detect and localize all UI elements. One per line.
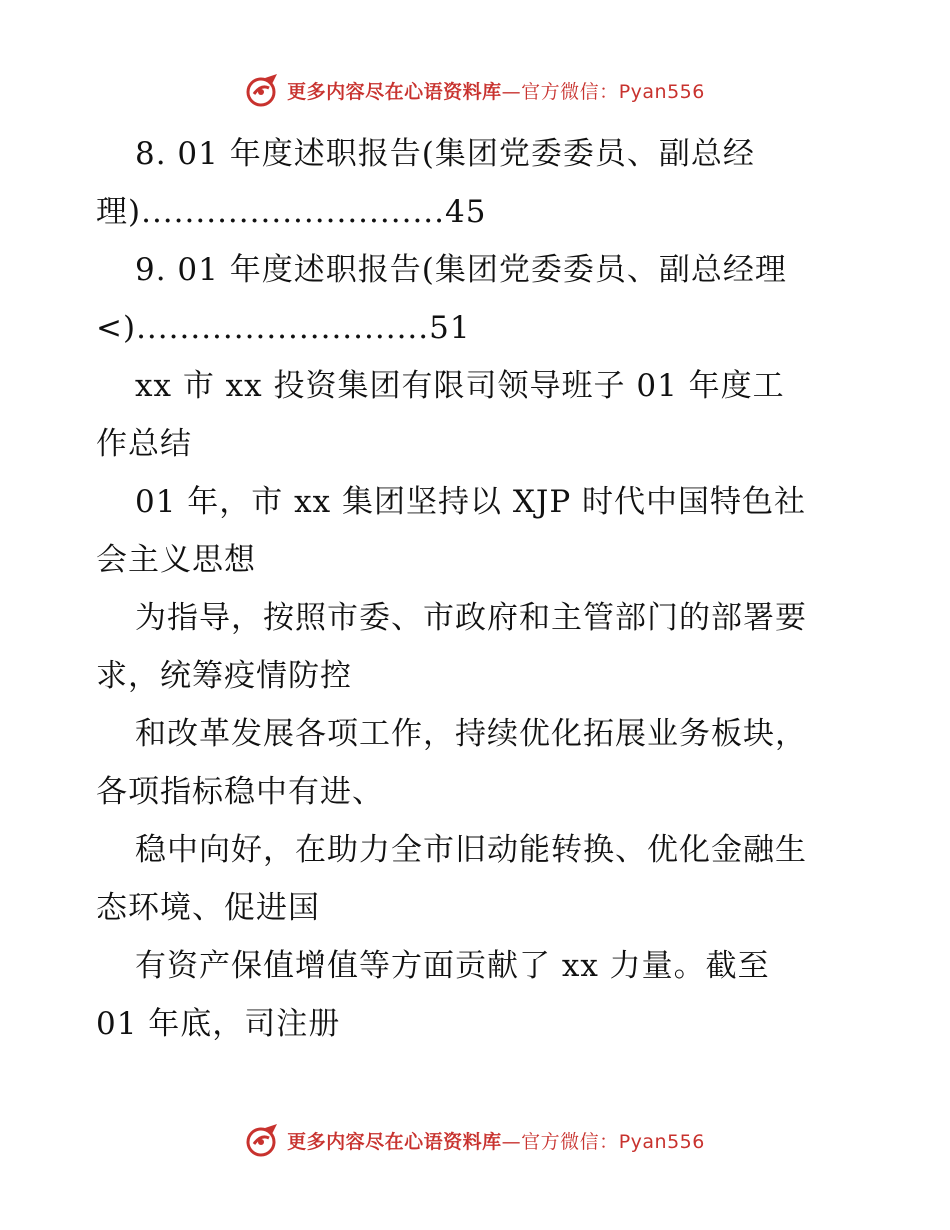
brand-logo-icon <box>245 1122 281 1158</box>
text-line: 态环境、促进国 <box>96 890 320 926</box>
text-line: 理)............................45 <box>96 194 487 230</box>
text-line: 01 年底，司注册 <box>96 1006 341 1042</box>
watermark-separator: — <box>501 80 522 103</box>
watermark-text <box>287 1127 705 1154</box>
document-body <box>96 125 866 1053</box>
header-watermark <box>0 70 950 110</box>
watermark-wechat-label: 官方微信： <box>521 80 619 103</box>
text-line: 作总结 <box>96 426 192 462</box>
watermark-separator: — <box>501 1130 522 1153</box>
watermark-main: 更多内容尽在心语资料库 <box>287 1130 502 1153</box>
text-line: 和改革发展各项工作，持续优化拓展业务板块， <box>135 716 807 752</box>
footer-watermark <box>0 1120 950 1160</box>
text-line: 会主义思想 <box>96 542 256 578</box>
text-line: 为指导，按照市委、市政府和主管部门的部署要 <box>135 600 807 636</box>
text-line: xx 市 xx 投资集团有限司领导班子 01 年度工 <box>135 368 785 404</box>
watermark-text <box>287 77 705 104</box>
text-line: 有资产保值增值等方面贡献了 xx 力量。截至 <box>135 948 770 984</box>
text-line: 稳中向好，在助力全市旧动能转换、优化金融生 <box>135 832 807 868</box>
text-line: 01 年，市 xx 集团坚持以 XJP 时代中国特色社 <box>135 484 807 520</box>
text-line: 求，统筹疫情防控 <box>96 658 352 694</box>
text-line: 8. 01 年度述职报告(集团党委委员、副总经 <box>135 136 755 172</box>
text-line: <)...........................51 <box>96 310 471 346</box>
watermark-main: 更多内容尽在心语资料库 <box>287 80 502 103</box>
text-line: 各项指标稳中有进、 <box>96 774 384 810</box>
watermark-wechat-id: Pyan556 <box>618 1130 705 1153</box>
brand-logo-icon <box>245 72 281 108</box>
watermark-wechat-label: 官方微信： <box>521 1130 619 1153</box>
text-line: 9. 01 年度述职报告(集团党委委员、副总经理 <box>135 252 787 288</box>
watermark-wechat-id: Pyan556 <box>618 80 705 103</box>
